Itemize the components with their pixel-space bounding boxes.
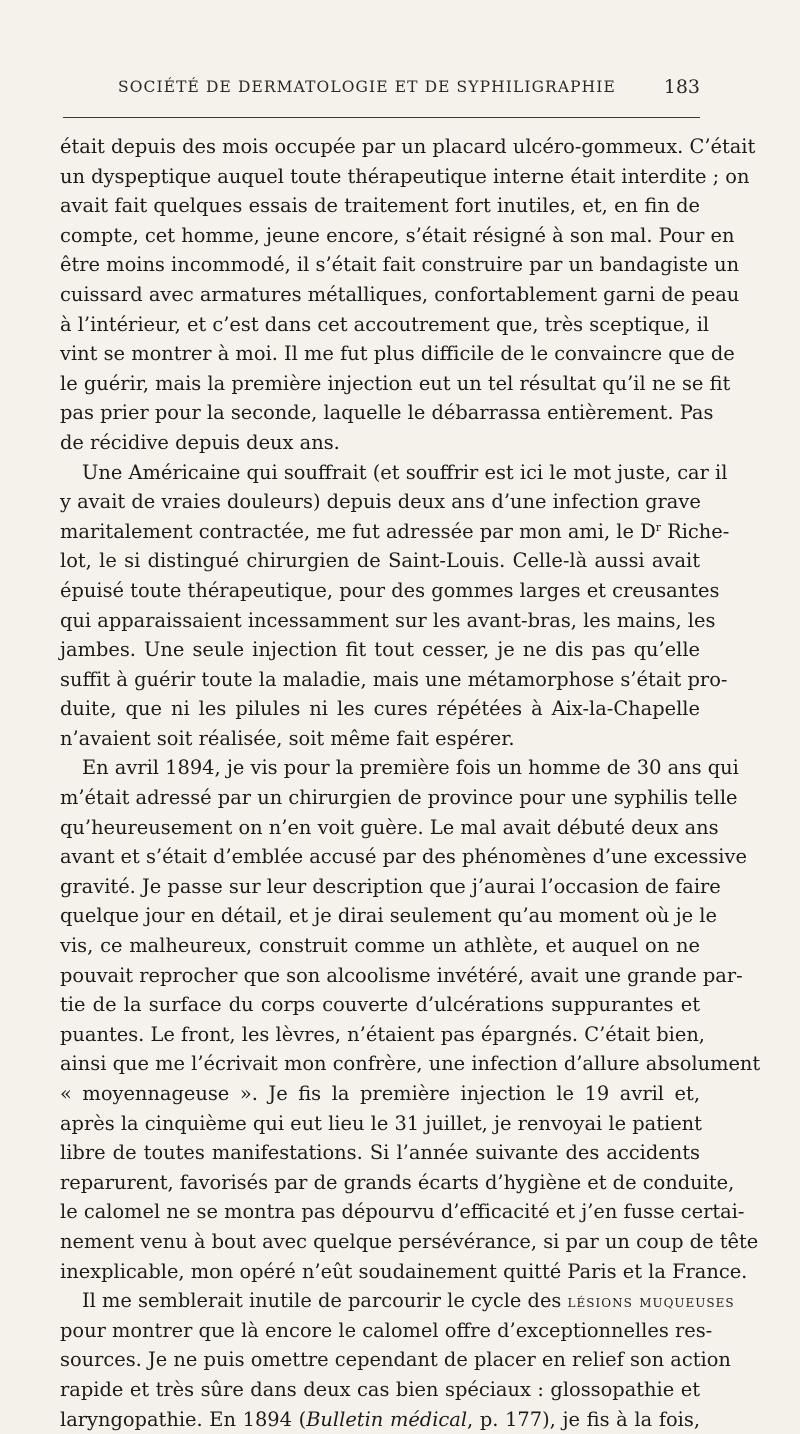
- text-line: inexplicable, mon opéré n’eût soudainement quitté Paris et la France.: [60, 1259, 748, 1283]
- text-line: le guérir, mais la première injection eut un tel résultat qu’il ne se fit: [60, 371, 731, 395]
- body-text: [60, 132, 761, 1434]
- header-rule: [63, 117, 700, 118]
- text-line: suffit à guérir toute la maladie, mais une métamorphose s’était pro-: [60, 667, 728, 691]
- text-line: jambes. Une seule injection fit tout cesser, je ne dis pas qu’elle: [60, 638, 700, 662]
- running-head-title: SOCIÉTÉ DE DERMATOLOGIE ET DE SYPHILIGRAPHIE: [118, 78, 616, 96]
- text-line: y avait de vraies douleurs) depuis deux ans d’une infection grave: [60, 490, 701, 514]
- text-line: rapide et très sûre dans deux cas bien spéciaux : glossopathie et: [60, 1377, 700, 1401]
- smallcaps-phrase: lésions muqueuses: [567, 1292, 735, 1313]
- text-line: de récidive depuis deux ans.: [60, 430, 340, 454]
- text-line: après la cinquième qui eut lieu le 31 juillet, je renvoyai le patient: [60, 1111, 702, 1135]
- text-line: avait fait quelques essais de traitement fort inutiles, et, en fin de: [60, 194, 700, 218]
- text-line: tie de la surface du corps couverte d’ulcérations suppurantes et: [60, 993, 700, 1017]
- text-line: un dyspeptique auquel toute thérapeutique interne était interdite ; on: [60, 164, 750, 188]
- text-line: était depuis des mois occupée par un placard ulcéro-gommeux. C’était: [60, 135, 756, 158]
- text-segment: laryngopathie. En 1894 (: [60, 1407, 307, 1431]
- text-line: compte, cet homme, jeune encore, s’était résigné à son mal. Pour en: [60, 223, 735, 247]
- text-line: nement venu à bout avec quelque persévérance, si par un coup de tête: [60, 1229, 759, 1253]
- text-line: ainsi que me l’écrivait mon confrère, une infection d’allure absolument: [60, 1052, 761, 1076]
- text-line: avant et s’était d’emblée accusé par des phénomènes d’une excessive: [60, 845, 747, 869]
- text-segment: maritalement contractée, me fut adressée par mon ami, le D: [60, 519, 656, 543]
- text-line: vint se montrer à moi. Il me fut plus difficile de le convaincre que de: [60, 342, 735, 366]
- text-line: à l’intérieur, et c’est dans cet accoutrement que, très sceptique, il: [60, 312, 710, 336]
- text-line: vis, ce malheureux, construit comme un athlète, et auquel on ne: [60, 934, 700, 958]
- text-line: pour montrer que là encore le calomel offre d’exceptionnelles res-: [60, 1318, 713, 1342]
- italic-citation: Bulletin médical: [306, 1407, 468, 1431]
- text-segment: Riche-: [660, 519, 730, 543]
- text-line: sources. Je ne puis omettre cependant de placer en relief son action: [60, 1348, 731, 1372]
- text-line: qu’heureusement on n’en voit guère. Le mal avait débuté deux ans: [60, 815, 719, 839]
- text-line: lot, le si distingué chirurgien de Saint-Louis. Celle-là aussi avait: [60, 549, 700, 573]
- text-line: le calomel ne se montra pas dépourvu d’efficacité et j’en fusse certai-: [60, 1200, 745, 1224]
- text-line: reparurent, favorisés par de grands écarts d’hygiène et de conduite,: [60, 1170, 735, 1194]
- text-line: pouvait reprocher que son alcoolisme invétéré, avait une grande par-: [60, 963, 743, 987]
- text-line: En avril 1894, je vis pour la première fois un homme de 30 ans qui: [82, 756, 739, 780]
- text-line: cuissard avec armatures métalliques, confortablement garni de peau: [60, 282, 740, 306]
- text-line: qui apparaissaient incessamment sur les avant-bras, les mains, les: [60, 608, 716, 632]
- dr-superscript: r: [655, 520, 661, 534]
- text-line: duite, que ni les pilules ni les cures répétées à Aix-la-Chapelle: [60, 697, 700, 721]
- text-line: pas prier pour la seconde, laquelle le débarrassa entièrement. Pas: [60, 401, 714, 425]
- text-line-with-italic: [60, 1405, 700, 1434]
- text-segment: , p. 177), je fis à la fois,: [467, 1407, 700, 1431]
- text-line: m’était adressé par un chirurgien de province pour une syphilis telle: [60, 786, 738, 810]
- page-number: 183: [663, 76, 700, 98]
- text-segment: Il me semblerait inutile de parcourir le cycle des: [82, 1289, 562, 1313]
- text-line-with-smallcaps: [60, 1286, 735, 1316]
- text-line: n’avaient soit réalisée, soit même fait espérer.: [60, 726, 515, 750]
- text-line: Une Américaine qui souffrait (et souffrir est ici le mot juste, car il: [82, 460, 728, 484]
- running-header: [118, 76, 700, 106]
- text-line: libre de toutes manifestations. Si l’année suivante des accidents: [60, 1141, 700, 1165]
- text-line: être moins incommodé, il s’était fait construire par un bandagiste un: [60, 253, 740, 277]
- text-line: gravité. Je passe sur leur description que j’aurai l’occasion de faire: [60, 874, 721, 898]
- text-line: puantes. Le front, les lèvres, n’étaient pas épargnés. C’était bien,: [60, 1022, 705, 1046]
- text-line-with-superscript: [60, 517, 730, 547]
- text-line: épuisé toute thérapeutique, pour des gommes larges et creusantes: [60, 578, 720, 602]
- text-line: quelque jour en détail, et je dirai seulement qu’au moment où je le: [60, 904, 717, 928]
- text-line: « moyennageuse ». Je fis la première injection le 19 avril et,: [60, 1082, 700, 1105]
